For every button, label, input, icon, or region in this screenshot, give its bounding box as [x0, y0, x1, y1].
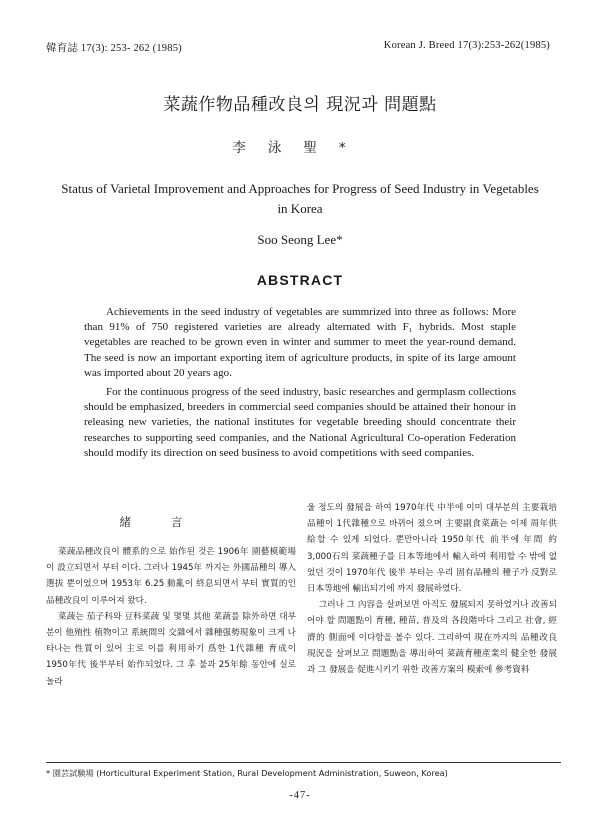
author-name-korean: 李泳聖*: [232, 140, 368, 156]
body-column-left: [46, 544, 296, 690]
body-paragraph: 菜蔬는 茄子科와 豆科菜蔬 및 몇몇 其他 菜蔬를 除外하면 대부분이 他殖性 植物이고 系統間의 交雜에서 雜種强勢現象이 크게 나타나는 性質이 있어 主로 이를 利用하기 爲한 1代雜種 育成이 1950年代 後半부터 始作되었다. 그 후 불과 25年餘 동안에 실로 놀라: [46, 611, 296, 687]
author-name-english: Soo Seong Lee*: [257, 232, 343, 247]
abstract-body: [84, 305, 516, 465]
body-paragraph: 울 정도의 發展을 하여 1970年代 中半에 이미 대부분의 主要栽培品種이 1代雜種으로 바뀌어 졌으며 主要副食菜蔬는 이제 周年供給할 수 있게 되었다. 뿐만아니라 1950年代 前半에 年間 約 3,000石의 菜蔬種子를 日本等地에서 輸入하여 利用할 수 밖에 없었던 것이 1970年代 後半 부터는 우리 固有品種의 種子가 反對로 日本等地에 輸出되기에 까지 發展하였다.: [307, 503, 557, 595]
journal-citation-right: Korean J. Breed 17(3):253-262(1985): [383, 40, 550, 51]
page-number: -47-: [289, 790, 311, 801]
paper-title-english: Status of Varietal Improvement and Approaches for Progress of Seed Industry in Vegetables in Korea: [61, 181, 539, 216]
abstract-paragraph: For the continuous progress of the seed industry, basic researches and germplasm collections should be emphasized, breeders in commercial seed companies should be attained their honour in releasing new varieties, the national institutes for vegetable breeding should concentrate their researches to supporting seed companies, and the National Agricultural Co-operation Federation should modify its direction on seed business to avoid competitions with seed companies.: [84, 386, 516, 459]
footnote-divider: [46, 762, 561, 763]
abstract-heading: ABSTRACT: [256, 272, 344, 288]
body-paragraph: 菜蔬品種改良이 體系的으로 始作된 것은 1906年 園藝模範場이 設立되면서 부터 이다. 그러나 1945年 까지는 外國品種의 導入選拔 뿐이었으며 1953年 6.25 動亂이 終息되면서 부터 實質的인 品種改良이 이루어져 왔다.: [46, 547, 296, 606]
body-paragraph: 그러나 그 內容을 살펴보면 아직도 發展되지 못하였거나 改善되어야 할 問題點이 育種, 種苗, 普及의 各段階마다 그리고 社會, 經濟的 側面에 이다함을 볼수 있다. 그리하여 現在까지의 品種改良 現況을 살펴보고 問題點을 導出하여 菜蔬育種產業의 健全한 發展과 그 發展을 促進시키기 위한 改善方案의 模索에 參考資料: [307, 600, 557, 676]
paper-title-korean: 菜蔬作物品種改良의 現況과 問題點: [163, 95, 437, 115]
body-column-right: [307, 500, 557, 678]
journal-citation-left: 韓育誌 17(3): 253- 262 (1985): [46, 43, 182, 54]
section-heading-introduction: 緒言: [119, 515, 223, 529]
abstract-paragraph: Achievements in the seed industry of vegetables are summrized into three as follows: More than 91% of 750 registered varieties are already alternated with F₁ hybrids. Most staple vegetables are reached to be grown even in winter and summer to meet the year-round demand. The seed is now an important exporting item of agriculture products, in spite of its large amount was imported about 20 years ago.: [84, 306, 516, 379]
affiliation-footnote: * 園芸試験場 (Horticultural Experiment Station, Rural Development Administration, Suweon, Korea): [46, 768, 448, 778]
